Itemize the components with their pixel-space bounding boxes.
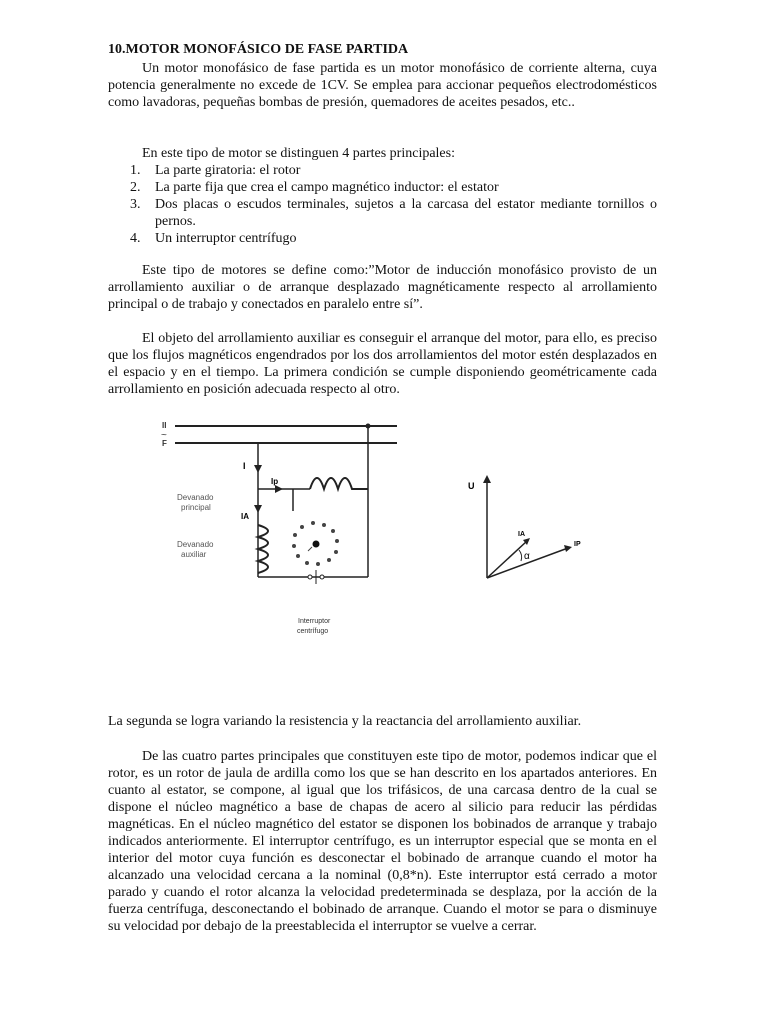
phasor-u-arrow [483,475,491,483]
phasor-alpha-label: α [524,551,530,562]
circuit-diagram [150,415,620,655]
label-principal-2: principal [181,503,211,512]
phasor-angle-arc [519,550,522,561]
principal-winding-coil [310,478,368,489]
current-total-label: I [243,461,246,471]
list-item [130,230,657,247]
list-text: Dos placas o escudos terminales, sujetos a la carcasa del estator mediante tornillos o pernos. [155,197,657,229]
list-number: 3. [130,197,141,212]
list-text: Un interruptor centrífugo [155,231,297,246]
label-switch-1: Interruptor [298,618,331,625]
auxiliar-winding-coil [258,525,268,573]
rotor-center [313,541,320,548]
arrow-principal-current [275,485,283,493]
rotor-mark [308,547,312,551]
list-number: 1. [130,163,141,178]
phasor-ip-label: IP [574,541,581,548]
phasor-ia-label: IA [518,531,525,538]
list-number: 4. [130,231,141,246]
supply-label-bottom: F [162,439,167,448]
second-condition-paragraph: La segunda se logra variando la resistencia y la reactancia del arrollamiento auxiliar. [108,714,582,729]
switch-contact-right [320,575,324,579]
current-principal-label: Ip [271,477,279,486]
section-title: 10.MOTOR MONOFÁSICO DE FASE PARTIDA [108,42,409,57]
phasor-ip-arrow [564,545,572,552]
supply-label-mid: ~ [161,430,167,441]
label-principal-1: Devanado [177,493,214,502]
intro-paragraph: Un motor monofásico de fase partida es un motor monofásico de corriente alterna, cuya potencia generalmente no excede de 1CV. Se emplea para accionar pequeños electrodomésticos como lavadoras, pequeñas bombas de presión, quemadores de aceites pesados, etc.. [108,61,657,110]
parts-list [130,162,657,247]
label-auxiliar-2: auxiliar [181,550,207,559]
parts-intro: En este tipo de motor se distinguen 4 partes principales: [142,146,455,161]
phasor-u-label: U [468,481,475,491]
list-number: 2. [130,180,141,195]
list-item [130,179,657,196]
definition-paragraph: Este tipo de motores se define como:”Motor de inducción monofásico provisto de un arrollamiento auxiliar o de arranque desplazado magnéticamente respecto al arrollamiento principal o de trabajo y conectados en paralelo entre sí”. [108,263,657,312]
arrow-total-current [254,465,262,473]
label-switch-2: centrífugo [297,628,329,635]
arrow-auxiliar-current [254,505,262,513]
list-item [130,196,657,230]
current-auxiliar-label: IA [241,512,249,521]
supply-label-top: II [162,421,167,430]
list-text: La parte giratoria: el rotor [155,163,301,178]
switch-contact-left [308,575,312,579]
list-text: La parte fija que crea el campo magnético inductor: el estator [155,180,499,195]
list-item [130,162,657,179]
label-auxiliar-1: Devanado [177,540,214,549]
objective-paragraph: El objeto del arrollamiento auxiliar es conseguir el arranque del motor, para ello, es preciso que los flujos magnéticos engendrados por los dos arrollamientos del motor estén desplazados en el espacio y en el tiempo. La primera condición se cumple disponiendo geométricamente cada arrollamiento en posición adecuada respecto al otro. [108,331,657,397]
description-paragraph: De las cuatro partes principales que constituyen este tipo de motor, podemos indicar que el rotor, es un rotor de jaula de ardilla como los que se han descrito en los apartados anteriores. En cuanto al estator, se compone, al igual que los trifásicos, de una carcasa dentro de la cual se dispone el núcleo magnético a base de chapas de acero al silicio para reducir las pérdidas magnéticas. En el núcleo magnético del estator se disponen los bobinados de arranque y trabajo indicados anteriormente. El interruptor centrífugo, es un interruptor especial que se monta en el interior del motor cuya función es desconectar el bobinado de arranque cuando el motor ha alcanzado una velocidad cercana a la nominal (0,8*n). Este interruptor está cerrado a motor parado y cuando el rotor alcanza la velocidad predeterminada se desplaza, por la acción de la fuerza centrífuga, desconectando el bobinado de arranque. Cuando el motor se para o disminuye su velocidad por debajo de la preestablecida el interruptor se vuelve a cerrar. [108,749,657,934]
